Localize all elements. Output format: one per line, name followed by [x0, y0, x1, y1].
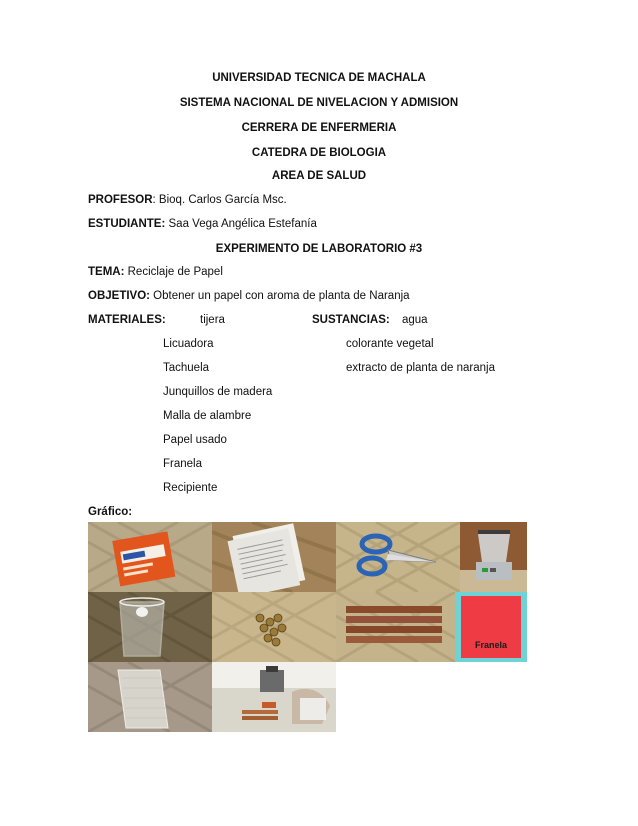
objetivo-label: OBJETIVO: — [88, 290, 150, 302]
blender-photo — [460, 522, 527, 592]
material-item: Malla de alambre — [163, 410, 252, 422]
experiment-title: EXPERIMENTO DE LABORATORIO #3 — [215, 243, 423, 255]
university-title: UNIVERSIDAD TECNICA DE MACHALA — [212, 72, 426, 84]
material-item: Recipiente — [163, 482, 218, 494]
tema-label: TEMA: — [88, 266, 125, 278]
material-item: Junquillos de madera — [163, 386, 273, 398]
profesor-value: : Bioq. Carlos García Msc. — [152, 194, 287, 206]
material-item: Franela — [163, 458, 202, 470]
material-item: Licuadora — [163, 338, 214, 350]
colorant-packet-photo — [88, 522, 212, 592]
sustancia-item: colorante vegetal — [346, 338, 434, 350]
flannel-photo — [455, 592, 527, 662]
grafico-label: Gráfico: — [88, 506, 133, 518]
tema-value: Reciclaje de Papel — [124, 266, 223, 278]
area-title: AREA DE SALUD — [271, 170, 367, 182]
glass-container-photo — [88, 592, 212, 662]
program-title: SISTEMA NACIONAL DE NIVELACION Y ADMISION — [179, 97, 459, 109]
estudiante-line — [88, 218, 317, 230]
profesor-label: PROFESOR — [88, 194, 153, 206]
objetivo-line — [88, 290, 410, 302]
sustancia-item: agua — [402, 314, 428, 326]
scissors-photo — [336, 522, 460, 592]
estudiante-value: Saa Vega Angélica Estefanía — [165, 218, 317, 230]
career-title: CERRERA DE ENFERMERIA — [241, 122, 397, 134]
wooden-sticks-photo — [336, 592, 455, 662]
wire-mesh-photo — [88, 662, 212, 732]
tacks-photo — [212, 592, 336, 662]
profesor-line — [88, 194, 287, 206]
tema-line — [88, 266, 223, 278]
sustancias-label: SUSTANCIAS: — [312, 314, 390, 326]
lab-bench-photo — [212, 662, 336, 732]
estudiante-label: ESTUDIANTE: — [88, 218, 166, 230]
materiales-label: MATERIALES: — [88, 314, 166, 326]
used-paper-photo — [212, 522, 336, 592]
material-item: Papel usado — [163, 434, 227, 446]
sustancia-item: extracto de planta de naranja — [346, 362, 495, 374]
material-item: tijera — [200, 314, 225, 326]
flannel-caption: Franela — [474, 640, 508, 650]
material-item: Tachuela — [163, 362, 210, 374]
objetivo-value: Obtener un papel con aroma de planta de Naranja — [149, 290, 410, 302]
department-title: CATEDRA DE BIOLOGIA — [251, 147, 387, 159]
